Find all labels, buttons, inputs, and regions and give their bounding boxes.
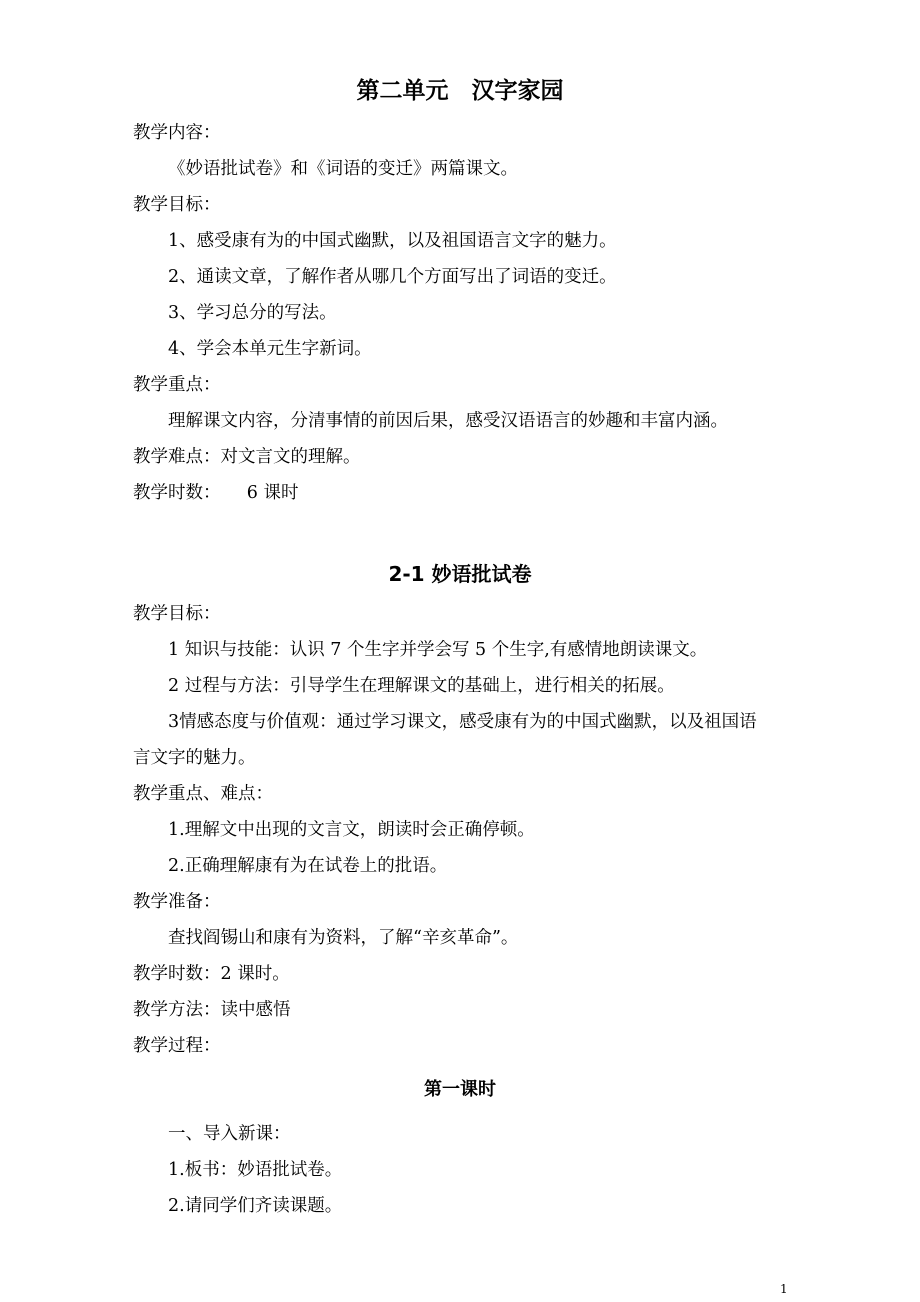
period-step-1: 一、导入新课：: [168, 1124, 291, 1144]
page-number: 1: [780, 1282, 788, 1296]
lesson-method: 教学方法：读中感悟: [133, 1000, 291, 1020]
unit-goal-item: 3、学习总分的写法。: [168, 303, 337, 323]
unit-goal-item: 4、学会本单元生字新词。: [168, 339, 372, 359]
unit-content-text: 《妙语批试卷》和《词语的变迁》两篇课文。: [168, 159, 518, 179]
unit-key-label: 教学重点：: [133, 375, 221, 395]
lesson-key-2: 2.正确理解康有为在试卷上的批语。: [168, 856, 448, 876]
lesson-prep-label: 教学准备：: [133, 892, 221, 912]
unit-difficulty: 教学难点：对文言文的理解。: [133, 447, 361, 467]
unit-content-label: 教学内容：: [133, 123, 221, 143]
lesson-goal-3-line1: 3情感态度与价值观：通过学习课文，感受康有为的中国式幽默，以及祖国语: [168, 712, 757, 732]
unit-title: 第二单元 汉字家园: [356, 78, 564, 104]
lesson-goal-2: 2 过程与方法：引导学生在理解课文的基础上，进行相关的拓展。: [168, 676, 675, 696]
unit-goal-item: 2、通读文章，了解作者从哪几个方面写出了词语的变迁。: [168, 267, 617, 287]
unit-goals-label: 教学目标：: [133, 195, 221, 215]
lesson-key-label: 教学重点、难点：: [133, 784, 273, 804]
period-title: 第一课时: [424, 1079, 496, 1100]
lesson-hours: 教学时数：2 课时。: [133, 964, 290, 984]
lesson-goal-3-line2: 言文字的魅力。: [133, 748, 256, 768]
period-item-1: 1.板书：妙语批试卷。: [168, 1160, 343, 1180]
lesson-goal-1: 1 知识与技能：认识 7 个生字并学会写 5 个生字,有感情地朗读课文。: [168, 640, 708, 660]
unit-key-text: 理解课文内容，分清事情的前因后果，感受汉语语言的妙趣和丰富内涵。: [168, 411, 728, 431]
lesson-key-1: 1.理解文中出现的文言文，朗读时会正确停顿。: [168, 820, 535, 840]
unit-hours: 教学时数： 6 课时: [133, 483, 299, 503]
lesson-title: 2-1 妙语批试卷: [388, 562, 532, 586]
lesson-goals-label: 教学目标：: [133, 604, 221, 624]
lesson-process-label: 教学过程：: [133, 1036, 221, 1056]
period-item-2: 2.请同学们齐读课题。: [168, 1196, 343, 1216]
lesson-prep-text: 查找阎锡山和康有为资料，了解“辛亥革命”。: [168, 928, 519, 948]
unit-goal-item: 1、感受康有为的中国式幽默，以及祖国语言文字的魅力。: [168, 231, 617, 251]
